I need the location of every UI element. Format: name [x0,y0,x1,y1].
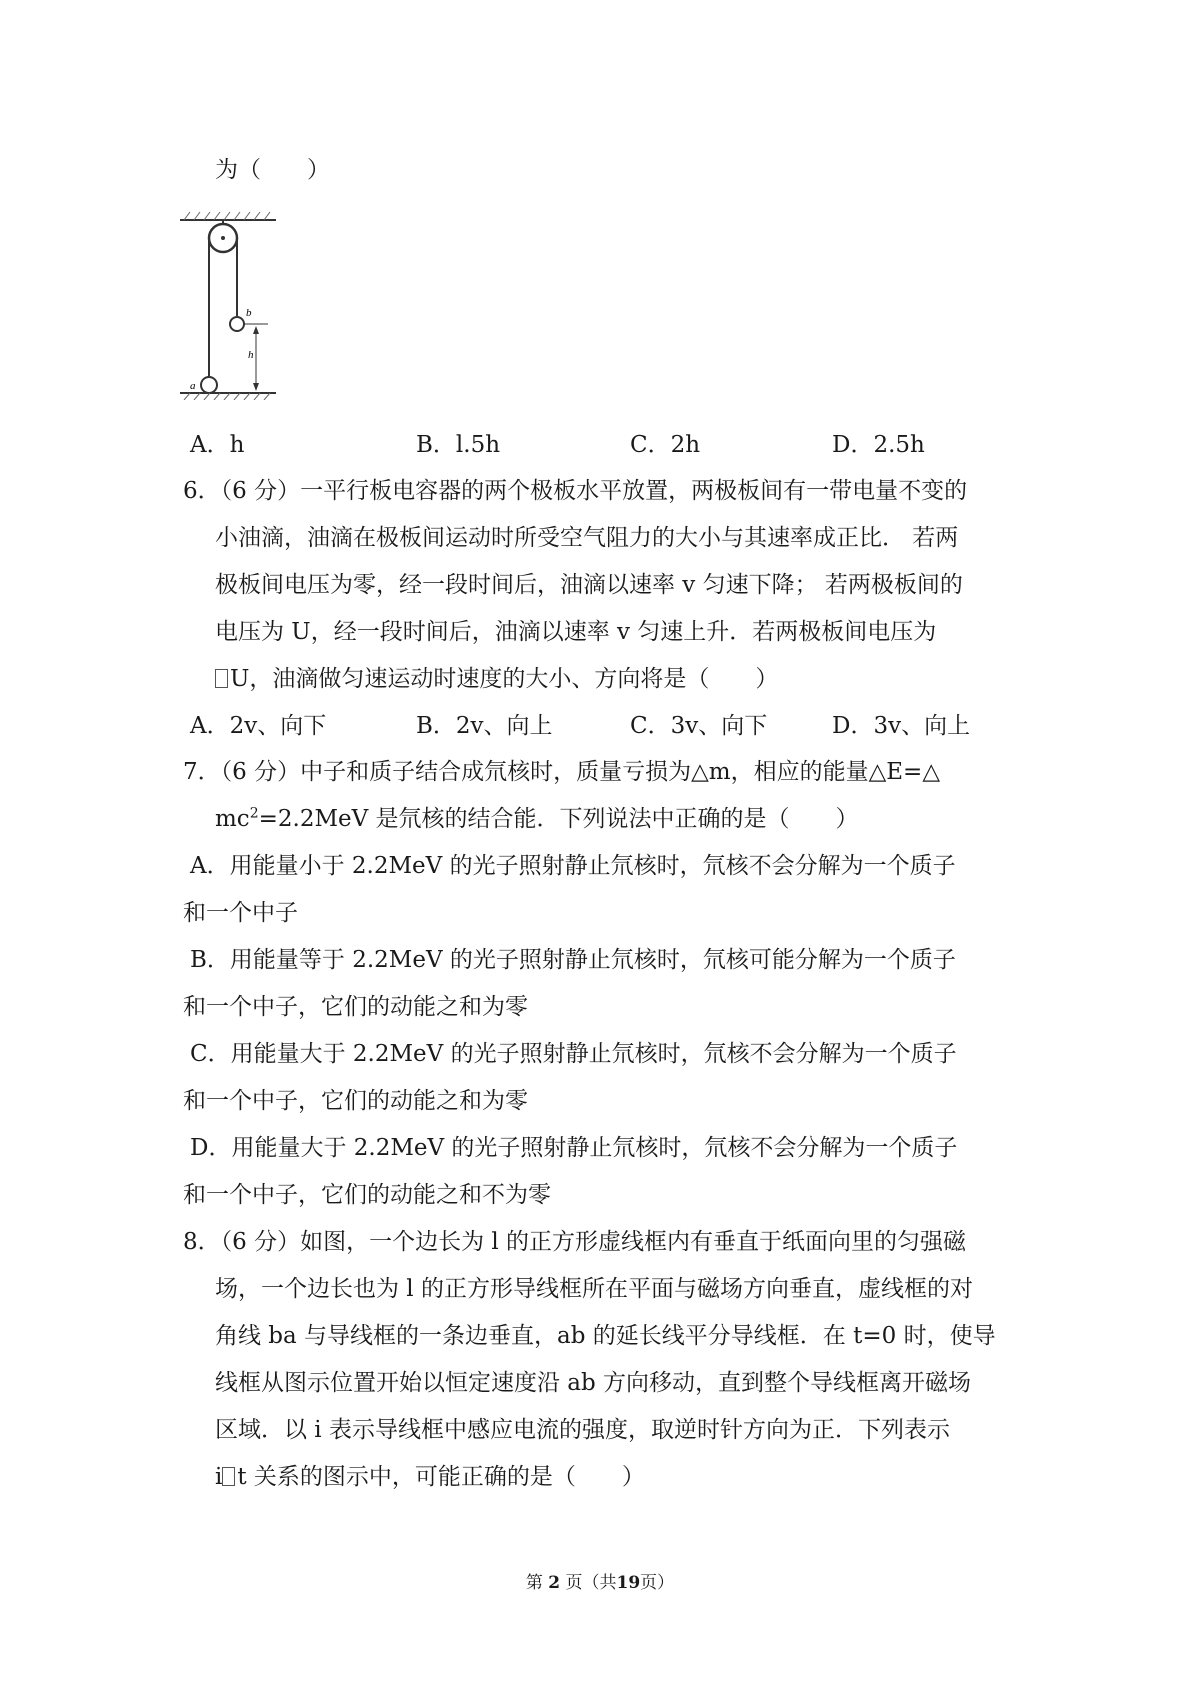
q7-option-a-line-2: 和一个中子 [183,900,298,926]
q6-line-2: 小油滴，油滴在极板间运动时所受空气阻力的大小与其速率成正比． 若两 [215,525,959,551]
q7-line-2: $mc^2=2.2MeV$ 是氘核的结合能．下列说法中正确的是（ ） [215,805,859,832]
q5-option-c: C．2h [630,432,701,458]
q6-line-5: U，油滴做匀速运动时速度的大小、方向将是（ ） [215,664,778,694]
q7-option-b-line-2: 和一个中子，它们的动能之和为零 [183,994,528,1020]
q5-option-d: D．2.5h [832,432,925,458]
page-footer: 第 2 页（共19页） [525,1573,675,1593]
q8-line-6: i t 关系的图示中，可能正确的是（ ） [215,1464,645,1490]
q5-option-a: A．h [190,432,245,458]
q5-option-b: B．l.5h [416,432,501,458]
q5-tail-text: 为（ ） [215,157,330,183]
q6-option-a: A．2v、向下 [190,713,327,739]
q6-line-4: 电压为 U，经一段时间后，油滴以速率 v 匀速上升．若两极板间电压为 [215,619,937,645]
q8-line-1: 8．（6 分）如图，一个边长为 l 的正方形虚线框内有垂直于纸面向里的匀强磁 [183,1229,967,1255]
q6-option-d: D．3v、向上 [832,713,971,739]
pulley-figure [180,210,280,404]
q7-option-a-line-1: A．用能量小于 2.2MeV 的光子照射静止氘核时，氘核不会分解为一个质子 [190,853,956,879]
label-b: b [246,307,252,319]
q6-option-c: C．3v、向下 [630,713,768,739]
q7-option-c-line-1: C．用能量大于 2.2MeV 的光子照射静止氘核时，氘核不会分解为一个质子 [190,1041,957,1067]
missing-glyph-box [222,1467,235,1486]
q8-line-3: 角线 ba 与导线框的一条边垂直，ab 的延长线平分导线框．在 t=0 时，使导 [215,1323,996,1349]
label-a: a [190,380,196,392]
q7-option-b-line-1: B．用能量等于 2.2MeV 的光子照射静止氘核时，氘核可能分解为一个质子 [190,947,956,973]
missing-glyph-box [215,669,228,688]
q8-line-2: 场，一个边长也为 l 的正方形导线框所在平面与磁场方向垂直，虚线框的对 [215,1276,973,1302]
q7-option-c-line-2: 和一个中子，它们的动能之和为零 [183,1088,528,1114]
q6-line-1: 6．（6 分）一平行板电容器的两个极板水平放置，两极板间有一带电量不变的 [183,478,968,504]
q8-line-5: 区域．以 i 表示导线框中感应电流的强度，取逆时针方向为正．下列表示 [215,1417,950,1443]
q7-option-d-line-2: 和一个中子，它们的动能之和不为零 [183,1182,551,1208]
q7-line-1: 7．（6 分）中子和质子结合成氘核时，质量亏损为△m，相应的能量△E=△ [183,759,941,785]
pulley-diagram [180,210,280,400]
q6-option-b: B．2v、向上 [416,713,553,739]
q7-option-d-line-1: D．用能量大于 2.2MeV 的光子照射静止氘核时，氘核不会分解为一个质子 [190,1135,958,1161]
q6-line-3: 极板间电压为零，经一段时间后，油滴以速率 v 匀速下降； 若两极板间的 [215,572,963,598]
label-h: h [248,349,254,361]
q8-line-4: 线框从图示位置开始以恒定速度沿 ab 方向移动，直到整个导线框离开磁场 [215,1370,972,1396]
page-number: 2 [548,1573,561,1593]
page-total: 19 [616,1573,641,1593]
